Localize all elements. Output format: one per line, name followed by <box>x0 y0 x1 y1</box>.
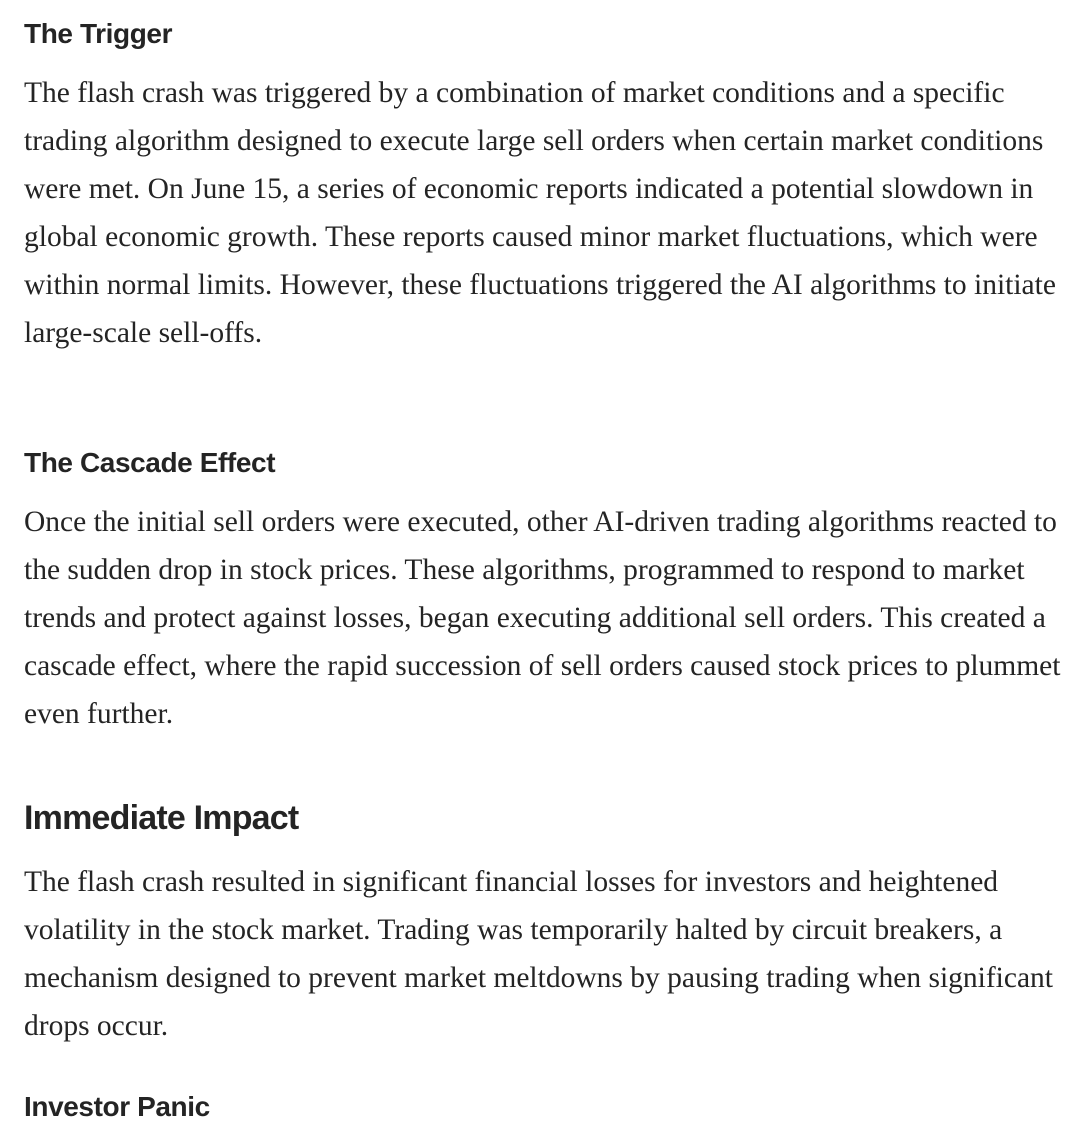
section-heading-investor-panic: Investor Panic <box>24 1091 210 1122</box>
paragraph-the-trigger: The flash crash was triggered by a combination of market conditions and a specific trading algorithm designed to execute large sell orders when certain market conditions were met. On June 15, a series of economic reports indicated a potential slowdown in global economic growth. These reports caused minor market fluctuations, which were within normal limits. However, these fluctuations triggered the AI algorithms to initiate large-scale sell-offs. <box>24 77 1056 349</box>
section-heading-the-trigger: The Trigger <box>24 18 173 49</box>
paragraph-the-cascade-effect: Once the initial sell orders were executed, other AI-driven trading algorithms reacted to the sudden drop in stock prices. These algorithms, programmed to respond to market trends and protect against losses, began executing additional sell orders. This created a cascade effect, where the rapid succession of sell orders caused stock prices to plummet even further. <box>24 506 1061 730</box>
section-heading-the-cascade-effect: The Cascade Effect <box>24 447 276 478</box>
paragraph-immediate-impact: The flash crash resulted in significant financial losses for investors and heightened volatility in the stock market. Trading was temporarily halted by circuit breakers, a mechanism designed to prevent market meltdowns by pausing trading when significant drops occur. <box>24 866 1053 1042</box>
section-heading-immediate-impact: Immediate Impact <box>24 799 299 837</box>
